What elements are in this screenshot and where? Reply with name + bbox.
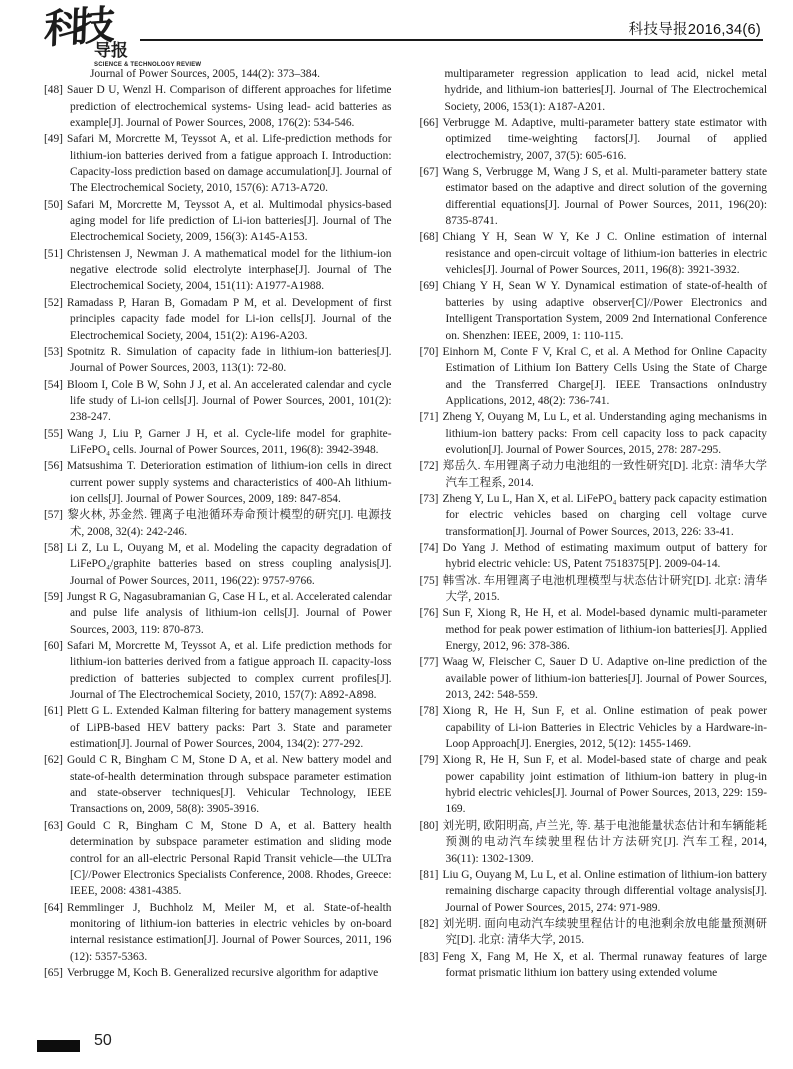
reference-text: Liu G, Ouyang M, Lu L, et al. Online estimation of lithium-ion battery remaining discharge capacity through differential voltage analysis[J]. Journal of Power Sources, 2015, 274: 971-989. <box>442 868 767 914</box>
reference-number: [52] <box>44 296 63 309</box>
reference-number: [55] <box>44 427 63 440</box>
reference-number: [53] <box>44 345 63 358</box>
reference-text: Sauer D U, Wenzl H. Comparison of different approaches for lifetime prediction of electrochemical systems- Using lead- acid batteries as example[J]. Journal of Power Sources, 2008, 176(2): 534-546. <box>66 84 392 130</box>
reference-number: [73] <box>419 492 439 505</box>
reference-item <box>420 409 768 458</box>
reference-number: [81] <box>419 868 439 881</box>
reference-number: [63] <box>44 819 63 832</box>
reference-item <box>420 115 768 164</box>
reference-text: Safari M, Morcrette M, Teyssot A, et al. Life-prediction methods for lithium-ion batteries derived from a fatigue approach I. Introduction: Capacity-loss prediction based on damage accumulation[J]. Journal of The Electrochemical Society, 2010, 157(6): A713-A720. <box>66 133 392 195</box>
reference-item <box>420 164 768 229</box>
reference-item <box>420 278 768 343</box>
right-column <box>420 66 768 981</box>
right-reference-list <box>420 115 768 981</box>
reference-number: [68] <box>419 231 439 244</box>
reference-number: [57] <box>44 509 63 522</box>
reference-item <box>420 573 768 606</box>
reference-item <box>44 818 392 900</box>
left-reference-list <box>44 82 392 981</box>
reference-item <box>420 458 768 491</box>
reference-number: [78] <box>419 705 439 718</box>
reference-number: [48] <box>44 84 63 97</box>
reference-item <box>44 638 392 703</box>
reference-text: 黎火林, 苏金然. 锂离子电池循环寿命预计模型的研究[J]. 电源技术, 2008, 32(4): 242-246. <box>66 509 392 538</box>
reference-text: Plett G L. Extended Kalman filtering for battery management systems of LiPB-based HEV battery packs: Part 3. State and parameter estimation[J]. Journal of Power Sources, 2004, 134(2): 277-292. <box>66 705 392 751</box>
reference-item <box>44 752 392 817</box>
page-header <box>0 0 793 72</box>
reference-item <box>44 507 392 540</box>
reference-text: Verbrugge M. Adaptive, multi-parameter battery state estimator with optimized time-weighting factors[J]. Journal of applied electrochemistry, 2007, 37(5): 605-616. <box>442 117 767 162</box>
reference-text: 郑岳久. 车用锂离子动力电池组的一致性研究[D]. 北京: 清华大学汽车工程系, 2014. <box>442 460 767 489</box>
reference-item <box>44 589 392 638</box>
reference-text: Verbrugge M, Koch B. Generalized recursive algorithm for adaptive <box>66 966 379 979</box>
reference-number: [75] <box>419 574 439 587</box>
reference-item <box>420 344 768 409</box>
reference-item <box>420 916 768 949</box>
reference-text: Zheng Y, Lu L, Han X, et al. LiFePO₄ battery pack capacity estimation for electric vehicles based on charging cell voltage curve transformation[J]. Journal of Power Sources, 2013, 226: 33-41. <box>442 492 767 538</box>
reference-text: Safari M, Morcrette M, Teyssot A, et al. Multimodal physics-based aging model for life prediction of Li-ion batteries[J]. Journal of The Electrochemical Society, 2009, 156(3): A145-A153. <box>66 198 392 244</box>
reference-text: Gould C R, Bingham C M, Stone D A, et al. Battery health determination by subspace parameter estimation and sliding mode control for an all-electric Personal Rapid Transit vehicle—the ULTra [C]//Power Electronics Specialists Conference, 2008. Rhodes, Greece: IEEE, 2008: 4381-4385. <box>66 819 392 898</box>
reference-item <box>44 377 392 426</box>
reference-number: [77] <box>419 656 439 669</box>
reference-item <box>420 818 768 867</box>
reference-item <box>44 540 392 589</box>
reference-item <box>44 900 392 965</box>
reference-text: Gould C R, Bingham C M, Stone D A, et al. New battery model and state-of-health determination through subspace parameter estimation and state-observer techniques[J]. Vehicular Technology, IEEE Transactions on, 2009, 58(8): 3905-3916. <box>66 754 392 816</box>
reference-item <box>44 965 392 981</box>
issue-info: 科技导报2016,34(6) <box>628 22 761 38</box>
reference-text: Jungst R G, Nagasubramanian G, Case H L, et al. Accelerated calendar and pulse life analysis of lithium-ion cells[J]. Journal of Power Sources, 2003, 119: 870-873. <box>66 591 392 636</box>
reference-number: [62] <box>44 754 63 767</box>
reference-text: 刘光明, 欧阳明高, 卢兰光, 等. 基于电池能量状态估计和车辆能耗预测的电动汽车续驶里程估计方法研究[J]. 汽车工程, 2014, 36(11): 1302-1309. <box>442 819 767 865</box>
reference-continuation: Journal of Power Sources, 2005, 144(2): 373–384. <box>90 68 320 80</box>
reference-item <box>420 867 768 916</box>
reference-number: [65] <box>44 966 63 979</box>
reference-item <box>44 246 392 295</box>
reference-number: [67] <box>419 166 439 179</box>
reference-text: Safari M, Morcrette M, Teyssot A, et al. Life prediction methods for lithium-ion batteries derived from a fatigue approach II. capacity-loss prediction of batteries subjected to complex current profiles[J]. Journal of The Electrochemical Society, 2010, 157(7): A892-A898. <box>66 640 392 702</box>
reference-number: [69] <box>419 280 439 293</box>
reference-number: [56] <box>44 460 63 473</box>
header-rule <box>140 39 763 41</box>
reference-item <box>420 703 768 752</box>
reference-item <box>44 197 392 246</box>
reference-item <box>44 295 392 344</box>
reference-item <box>420 540 768 573</box>
reference-continuation: multiparameter regression application to lead acid, nickel metal hydride, and lithium-ion batteries[J]. Journal of The Electrochemical Society, 2006, 153(1): A187-A201. <box>444 68 767 113</box>
reference-item <box>44 703 392 752</box>
reference-number: [79] <box>419 754 439 767</box>
reference-item <box>44 344 392 377</box>
reference-number: [58] <box>44 541 63 554</box>
reference-item <box>420 752 768 817</box>
references-body <box>44 66 767 981</box>
reference-text: Spotnitz R. Simulation of capacity fade in lithium-ion batteries[J]. Journal of Power Sources, 2003, 113(1): 72-80. <box>66 345 392 375</box>
reference-text: Xiong R, He H, Sun F, et al. Model-based state of charge and peak power capability joint estimation of lithium-ion battery in plug-in hybrid electric vehicles[J]. Journal of Power Sources, 2013, 229: 159-169. <box>442 754 767 816</box>
reference-number: [74] <box>419 541 439 554</box>
reference-number: [70] <box>419 345 439 358</box>
reference-text: Zheng Y, Ouyang M, Lu L, et al. Understanding aging mechanisms in lithium-ion battery packs: From cell capacity loss to pack capacity evolution[J]. Journal of Power Sources, 2015, 278: 287-295. <box>442 411 767 456</box>
reference-item <box>44 458 392 507</box>
reference-text: Xiong R, He H, Sun F, et al. Online estimation of peak power capability of Li-ion Batteries in Electric Vehicles by a Hardware-in-Loop Approach[J]. Energies, 2012, 5(12): 1455-1469. <box>442 705 767 751</box>
reference-item <box>44 426 392 459</box>
reference-text: Sun F, Xiong R, He H, et al. Model-based dynamic multi-parameter method for peak power estimation of lithium-ion batteries[J]. Applied Energy, 2012, 96: 378-386. <box>442 607 767 653</box>
reference-item <box>420 949 768 982</box>
reference-number: [80] <box>419 819 439 832</box>
page-number: 50 <box>94 1032 112 1049</box>
reference-text: 韩雪冰. 车用锂离子电池机理模型与状态估计研究[D]. 北京: 清华大学, 2015. <box>442 574 767 603</box>
reference-number: [64] <box>44 901 63 914</box>
reference-item <box>420 229 768 278</box>
reference-number: [60] <box>44 640 63 653</box>
reference-number: [66] <box>419 117 439 130</box>
reference-number: [54] <box>44 378 63 391</box>
reference-item <box>420 654 768 703</box>
reference-number: [83] <box>419 950 439 963</box>
reference-number: [82] <box>419 917 439 930</box>
reference-text: Einhorn M, Conte F V, Kral C, et al. A Method for Online Capacity Estimation of Lithium Ion Battery Cells Using the State of Charge and the Transferred Charge[J]. IEEE Transactions onIndustry Applications, 2012, 48(2): 736-741. <box>442 345 767 407</box>
journal-logo-sub: 导报 <box>94 41 128 61</box>
reference-text: Ramadass P, Haran B, Gomadam P M, et al. Development of first principles capacity fade model for Li-ion cells[J]. Journal of the Electrochemical Society, 2004, 151(2): A196-A203. <box>66 296 392 342</box>
page-number-bar <box>37 1040 80 1052</box>
reference-text: Remmlinger J, Buchholz M, Meiler M, et al. State-of-health monitoring of lithium-ion batteries in electric vehicles by on-board internal resistance estimation[J]. Journal of Power Sources, 2011, 196 (12): 5357-5363. <box>66 901 392 963</box>
journal-logo-english: SCIENCE & TECHNOLOGY REVIEW <box>94 62 202 68</box>
reference-item <box>44 82 392 131</box>
reference-number: [72] <box>419 460 439 473</box>
reference-number: [59] <box>44 591 63 603</box>
reference-text: Wang J, Liu P, Garner J H, et al. Cycle-life model for graphite-LiFePO₄ cells. Journal of Power Sources, 2011, 196(8): 3942-3948. <box>66 427 392 456</box>
reference-number: [61] <box>44 705 63 718</box>
reference-text: Do Yang J. Method of estimating maximum output of battery for hybrid electric vehicle: US, Patent 7518375[P]. 2009-04-14. <box>442 541 767 571</box>
reference-item <box>44 131 392 196</box>
reference-text: Li Z, Lu L, Ouyang M, et al. Modeling the capacity degradation of LiFePO₄/graphite batteries based on stress coupling analysis[J]. Journal of Power Sources, 2011, 196(22): 9757-9766. <box>66 541 392 587</box>
reference-text: Bloom I, Cole B W, Sohn J J, et al. An accelerated calendar and cycle life study of Li-ion cells[J]. Journal of Power Sources, 2001, 101(2): 238-247. <box>66 378 392 424</box>
reference-text: Feng X, Fang M, He X, et al. Thermal runaway features of large format prismatic lithium ion battery using extended volume <box>442 950 767 979</box>
reference-text: Waag W, Fleischer C, Sauer D U. Adaptive on-line prediction of the available power of lithium-ion batteries[J]. Journal of Power Sources, 2013, 242: 548-559. <box>442 656 767 702</box>
reference-text: Wang S, Verbrugge M, Wang J S, et al. Multi-parameter battery state estimator based on the adaptive and direct solution of the governing differential equations[J]. Journal of Power Sources, 2011, 196(20): 8735-8741. <box>442 166 767 228</box>
reference-number: [49] <box>44 133 63 146</box>
reference-number: [76] <box>419 607 439 620</box>
left-column <box>44 66 392 981</box>
reference-text: Matsushima T. Deterioration estimation of lithium-ion cells in direct current power supply systems and characteristics of 400-Ah lithium-ion cells[J]. Journal of Power Sources, 2009, 189: 847-854. <box>66 460 392 505</box>
reference-text: Chiang Y H, Sean W Y. Dynamical estimation of state-of-health of batteries by using adaptive observer[C]//Power Electronics and Intelligent Transportation System, 2009 2nd International Conference on. Shenzhen: IEEE, 2009, 1: 110-115. <box>442 280 767 342</box>
journal-logo-main: 科技 <box>43 1 107 54</box>
reference-number: [50] <box>44 198 63 211</box>
reference-item <box>420 491 768 540</box>
reference-item <box>420 605 768 654</box>
reference-number: [71] <box>419 411 439 424</box>
reference-number: [51] <box>44 247 63 260</box>
reference-text: Christensen J, Newman J. A mathematical model for the lithium-ion negative electrode solid electrolyte interphase[J]. Journal of The Electrochemical Society, 2004, 151(11): A1977-A1988. <box>66 247 392 293</box>
reference-text: 刘光明. 面向电动汽车续驶里程估计的电池剩余放电能量预测研究[D]. 北京: 清华大学, 2015. <box>442 917 767 947</box>
reference-text: Chiang Y H, Sean W Y, Ke J C. Online estimation of internal resistance and open-circuit voltage of lithium-ion batteries in electric vehicles[J]. Journal of Power Sources, 2011, 196(8): 3921-3932. <box>442 231 767 277</box>
